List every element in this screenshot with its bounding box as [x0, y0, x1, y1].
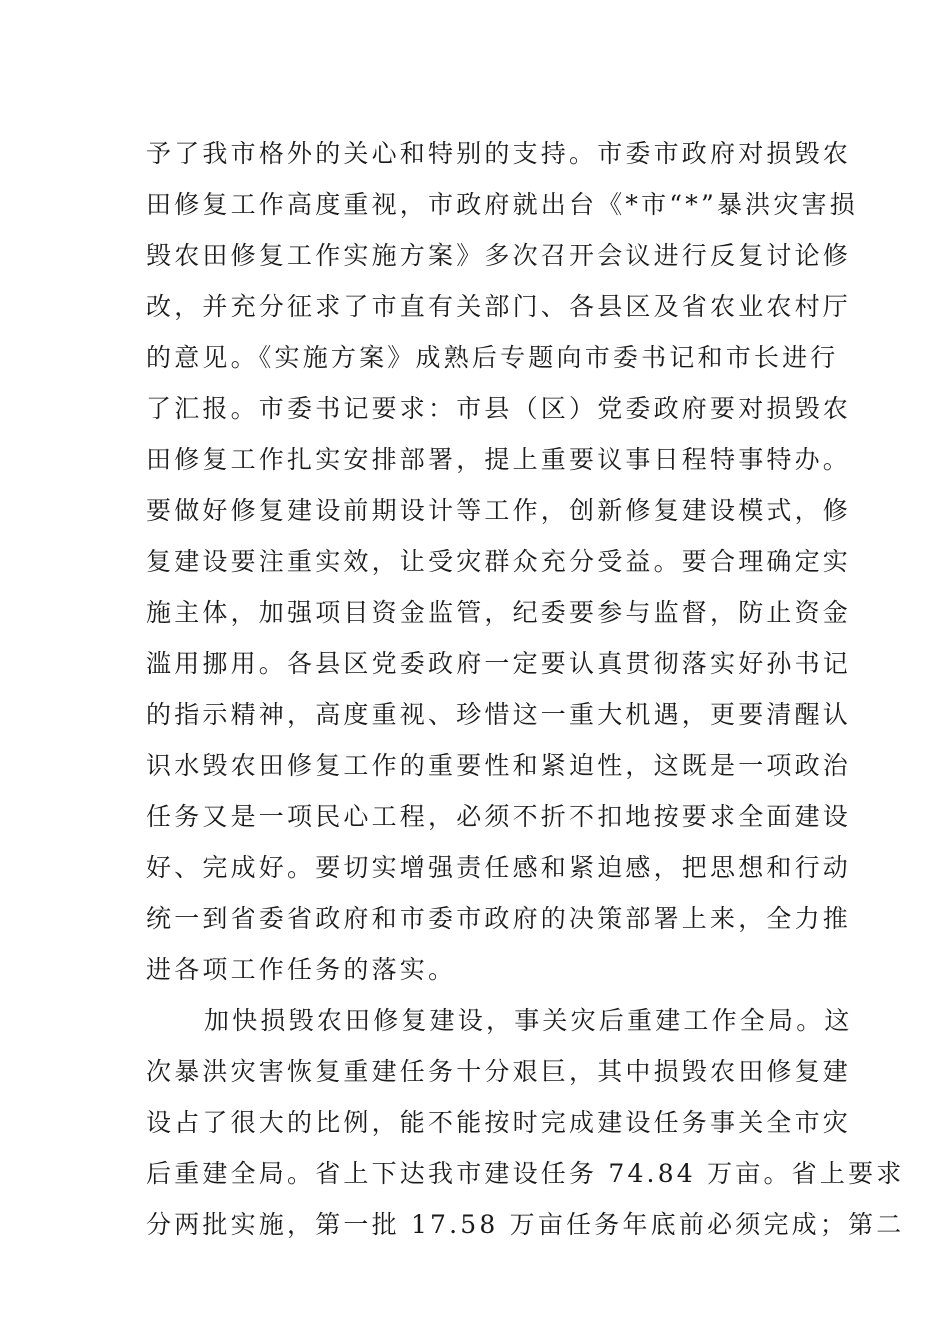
- text-line: 了汇报。市委书记要求：市县（区）党委政府要对损毁农: [146, 394, 852, 423]
- text-line: 要做好修复建设前期设计等工作，创新修复建设模式，修: [146, 496, 852, 525]
- text-line: 滥用挪用。各县区党委政府一定要认真贯彻落实好孙书记: [146, 649, 852, 678]
- text-line: 施主体，加强项目资金监管，纪委要参与监督，防止资金: [146, 598, 852, 627]
- text-line: 识水毁农田修复工作的重要性和紧迫性，这既是一项政治: [146, 751, 852, 780]
- text-line: 次暴洪灾害恢复重建任务十分艰巨，其中损毁农田修复建: [146, 1057, 852, 1086]
- paragraph-2: [146, 995, 905, 1250]
- text-line: 毁农田修复工作实施方案》多次召开会议进行反复讨论修: [146, 241, 852, 270]
- text-line: 田修复工作高度重视，市政府就出台《*市“*”暴洪灾害损: [146, 190, 858, 219]
- text-line: 后重建全局。省上下达我市建设任务 74.84 万亩。省上要求: [146, 1159, 905, 1188]
- text-line: 进各项工作任务的落实。: [146, 955, 457, 984]
- text-line: 加快损毁农田修复建设，事关灾后重建工作全局。这: [204, 1006, 853, 1035]
- paragraph-1: [146, 128, 858, 995]
- text-line: 复建设要注重实效，让受灾群众充分受益。要合理确定实: [146, 547, 852, 576]
- text-line: 田修复工作扎实安排部署，提上重要议事日程特事特办。: [146, 445, 852, 474]
- text-line: 的意见。《实施方案》成熟后专题向市委书记和市长进行: [146, 343, 839, 372]
- text-line: 的指示精神，高度重视、珍惜这一重大机遇，更要清醒认: [146, 700, 852, 729]
- text-line: 分两批实施，第一批 17.58 万亩任务年底前必须完成；第二: [146, 1210, 905, 1239]
- text-line: 予了我市格外的关心和特别的支持。市委市政府对损毁农: [146, 139, 852, 168]
- document-body: [146, 128, 905, 1250]
- text-line: 统一到省委省政府和市委市政府的决策部署上来，全力推: [146, 904, 852, 933]
- text-line: 设占了很大的比例，能不能按时完成建设任务事关全市灾: [146, 1108, 852, 1137]
- text-line: 改，并充分征求了市直有关部门、各县区及省农业农村厅: [146, 292, 852, 321]
- text-line: 好、完成好。要切实增强责任感和紧迫感，把思想和行动: [146, 853, 852, 882]
- text-line: 任务又是一项民心工程，必须不折不扣地按要求全面建设: [146, 802, 852, 831]
